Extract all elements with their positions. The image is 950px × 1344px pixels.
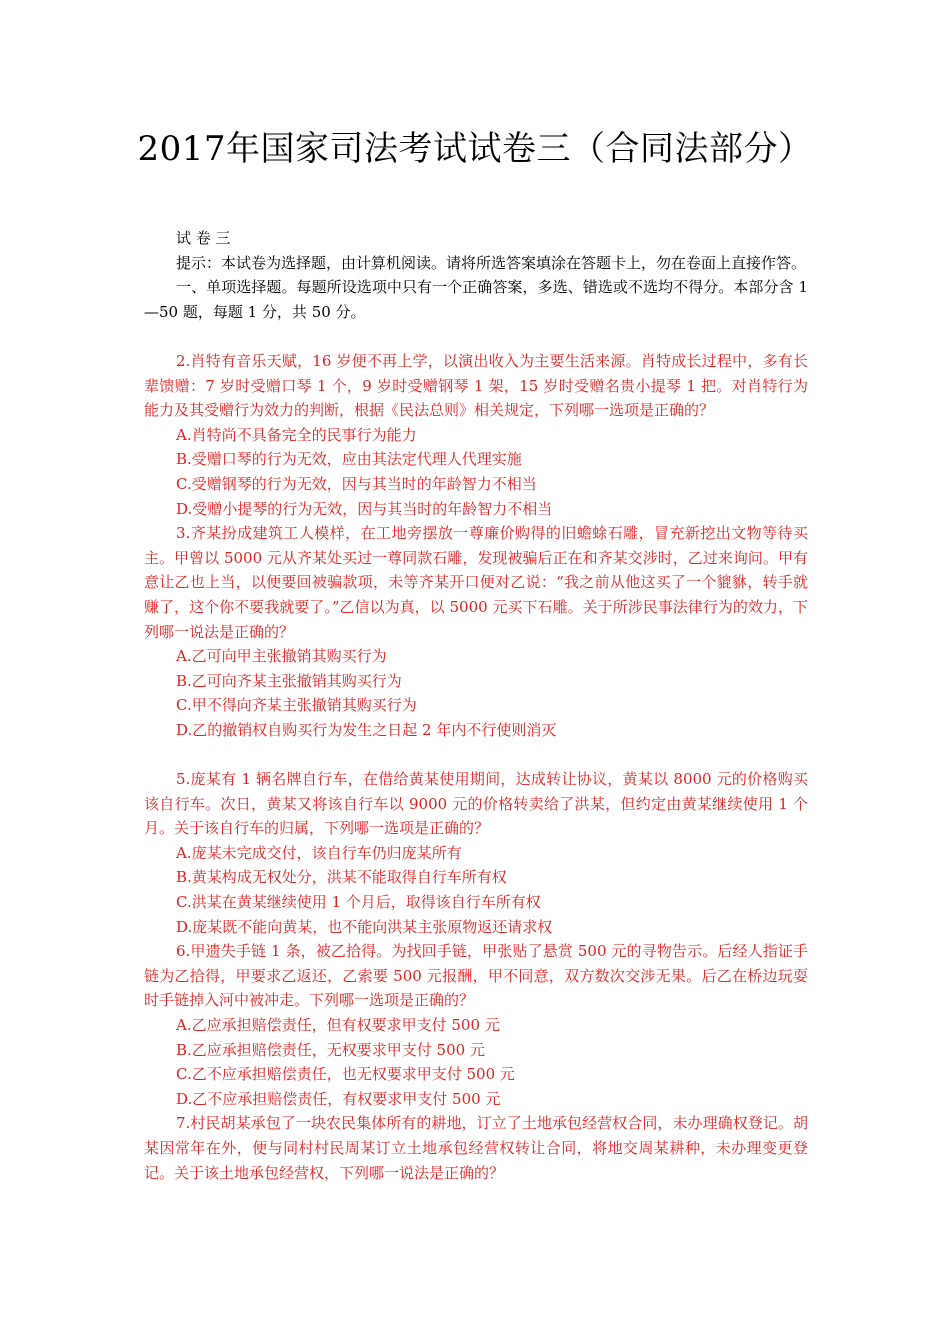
question-option: D.乙不应承担赔偿责任，有权要求甲支付 500 元 bbox=[176, 1089, 501, 1108]
question-option: C.甲不得向齐某主张撤销其购买行为 bbox=[176, 696, 417, 715]
paper-label: 试 卷 三 bbox=[176, 229, 231, 247]
question-stem: 7.村民胡某承包了一块农民集体所有的耕地，订立了土地承包经营权合同，未办理确权登记。胡某因常年在外，便与同村村民周某订立土地承包经营权转让合同，将地交周某耕种，未办理变更登记。关于该土地承包经营权，下列哪一说法是正确的？ bbox=[144, 1114, 808, 1182]
question-option: B.黄某构成无权处分，洪某不能取得自行车所有权 bbox=[176, 868, 507, 887]
question-option: A.庞某未完成交付，该自行车仍归庞某所有 bbox=[176, 843, 462, 862]
question-option: D.乙的撤销权自购买行为发生之日起 2 年内不行使则消灭 bbox=[176, 720, 557, 739]
question-option: B.乙可向齐某主张撤销其购买行为 bbox=[176, 671, 402, 690]
question-block bbox=[144, 349, 808, 1185]
spacer bbox=[144, 742, 808, 767]
question-stem: 5.庞某有 1 辆名牌自行车，在借给黄某使用期间，达成转让协议，黄某以 8000 元的价格购买该自行车。次日，黄某又将该自行车以 9000 元的价格转卖给了洪某，但约定由黄某继续使用 1 个月。关于该自行车的归属，下列哪一选项是正确的？ bbox=[144, 770, 808, 838]
page-title: 2017年国家司法考试试卷三（合同法部分） bbox=[137, 129, 813, 169]
question-option: C.乙不应承担赔偿责任，也无权要求甲支付 500 元 bbox=[176, 1065, 515, 1084]
question-option: D.庞某既不能向黄某，也不能向洪某主张原物返还请求权 bbox=[176, 917, 553, 936]
question-option: B.乙应承担赔偿责任，无权要求甲支付 500 元 bbox=[176, 1040, 485, 1059]
question-option: A.肖特尚不具备完全的民事行为能力 bbox=[176, 425, 417, 444]
instructions: 提示：本试卷为选择题，由计算机阅读。请将所选答案填涂在答题卡上，勿在卷面上直接作答。 bbox=[176, 253, 807, 272]
spacer bbox=[144, 324, 808, 349]
question-option: A.乙可向甲主张撤销其购买行为 bbox=[176, 647, 387, 666]
question-stem: 2.肖特有音乐天赋，16 岁便不再上学，以演出收入为主要生活来源。肖特成长过程中，多有长辈馈赠：7 岁时受赠口琴 1 个，9 岁时受赠钢琴 1 架，15 岁时受赠名贵小提琴 1 把。对肖特行为能力及其受赠行为效力的判断，根据《民法总则》相关规定，下列哪一选项是正确的？ bbox=[144, 351, 808, 420]
question-option: C.受赠钢琴的行为无效，因与其当时的年龄智力不相当 bbox=[176, 474, 537, 493]
question-option: A.乙应承担赔偿责任，但有权要求甲支付 500 元 bbox=[176, 1016, 500, 1034]
question-stem: 3.齐某扮成建筑工人模样，在工地旁摆放一尊廉价购得的旧蟾蜍石雕，冒充新挖出文物等待买主。甲曾以 5000 元从齐某处买过一尊同款石雕，发现被骗后正在和齐某交涉时，乙过来询问。甲有意让乙也上当，以便要回被骗款项，未等齐某开口便对乙说：“我之前从他这买了一个貔貅，转手就赚了，这个你不要我就要了。”乙信以为真，以 5000 元买下石雕。关于所涉民事法律行为的效力，下列哪一说法是正确的？ bbox=[144, 524, 808, 641]
question-option: B.受赠口琴的行为无效，应由其法定代理人代理实施 bbox=[176, 450, 522, 469]
section-heading: 一、单项选择题。每题所设选项中只有一个正确答案，多选、错选或不选均不得分。本部分含 1—50 题，每题 1 分，共 50 分。 bbox=[144, 278, 808, 321]
question-option: D.受赠小提琴的行为无效，因与其当时的年龄智力不相当 bbox=[176, 499, 553, 518]
document-body bbox=[144, 226, 808, 1185]
question-option: C.洪某在黄某继续使用 1 个月后，取得该自行车所有权 bbox=[176, 893, 541, 912]
question-stem: 6.甲遗失手链 1 条，被乙拾得。为找回手链，甲张贴了悬赏 500 元的寻物告示。后经人指证手链为乙拾得，甲要求乙返还，乙索要 500 元报酬，甲不同意，双方数次交涉无果。后乙在桥边玩耍时手链掉入河中被冲走。下列哪一选项是正确的？ bbox=[144, 942, 808, 1010]
